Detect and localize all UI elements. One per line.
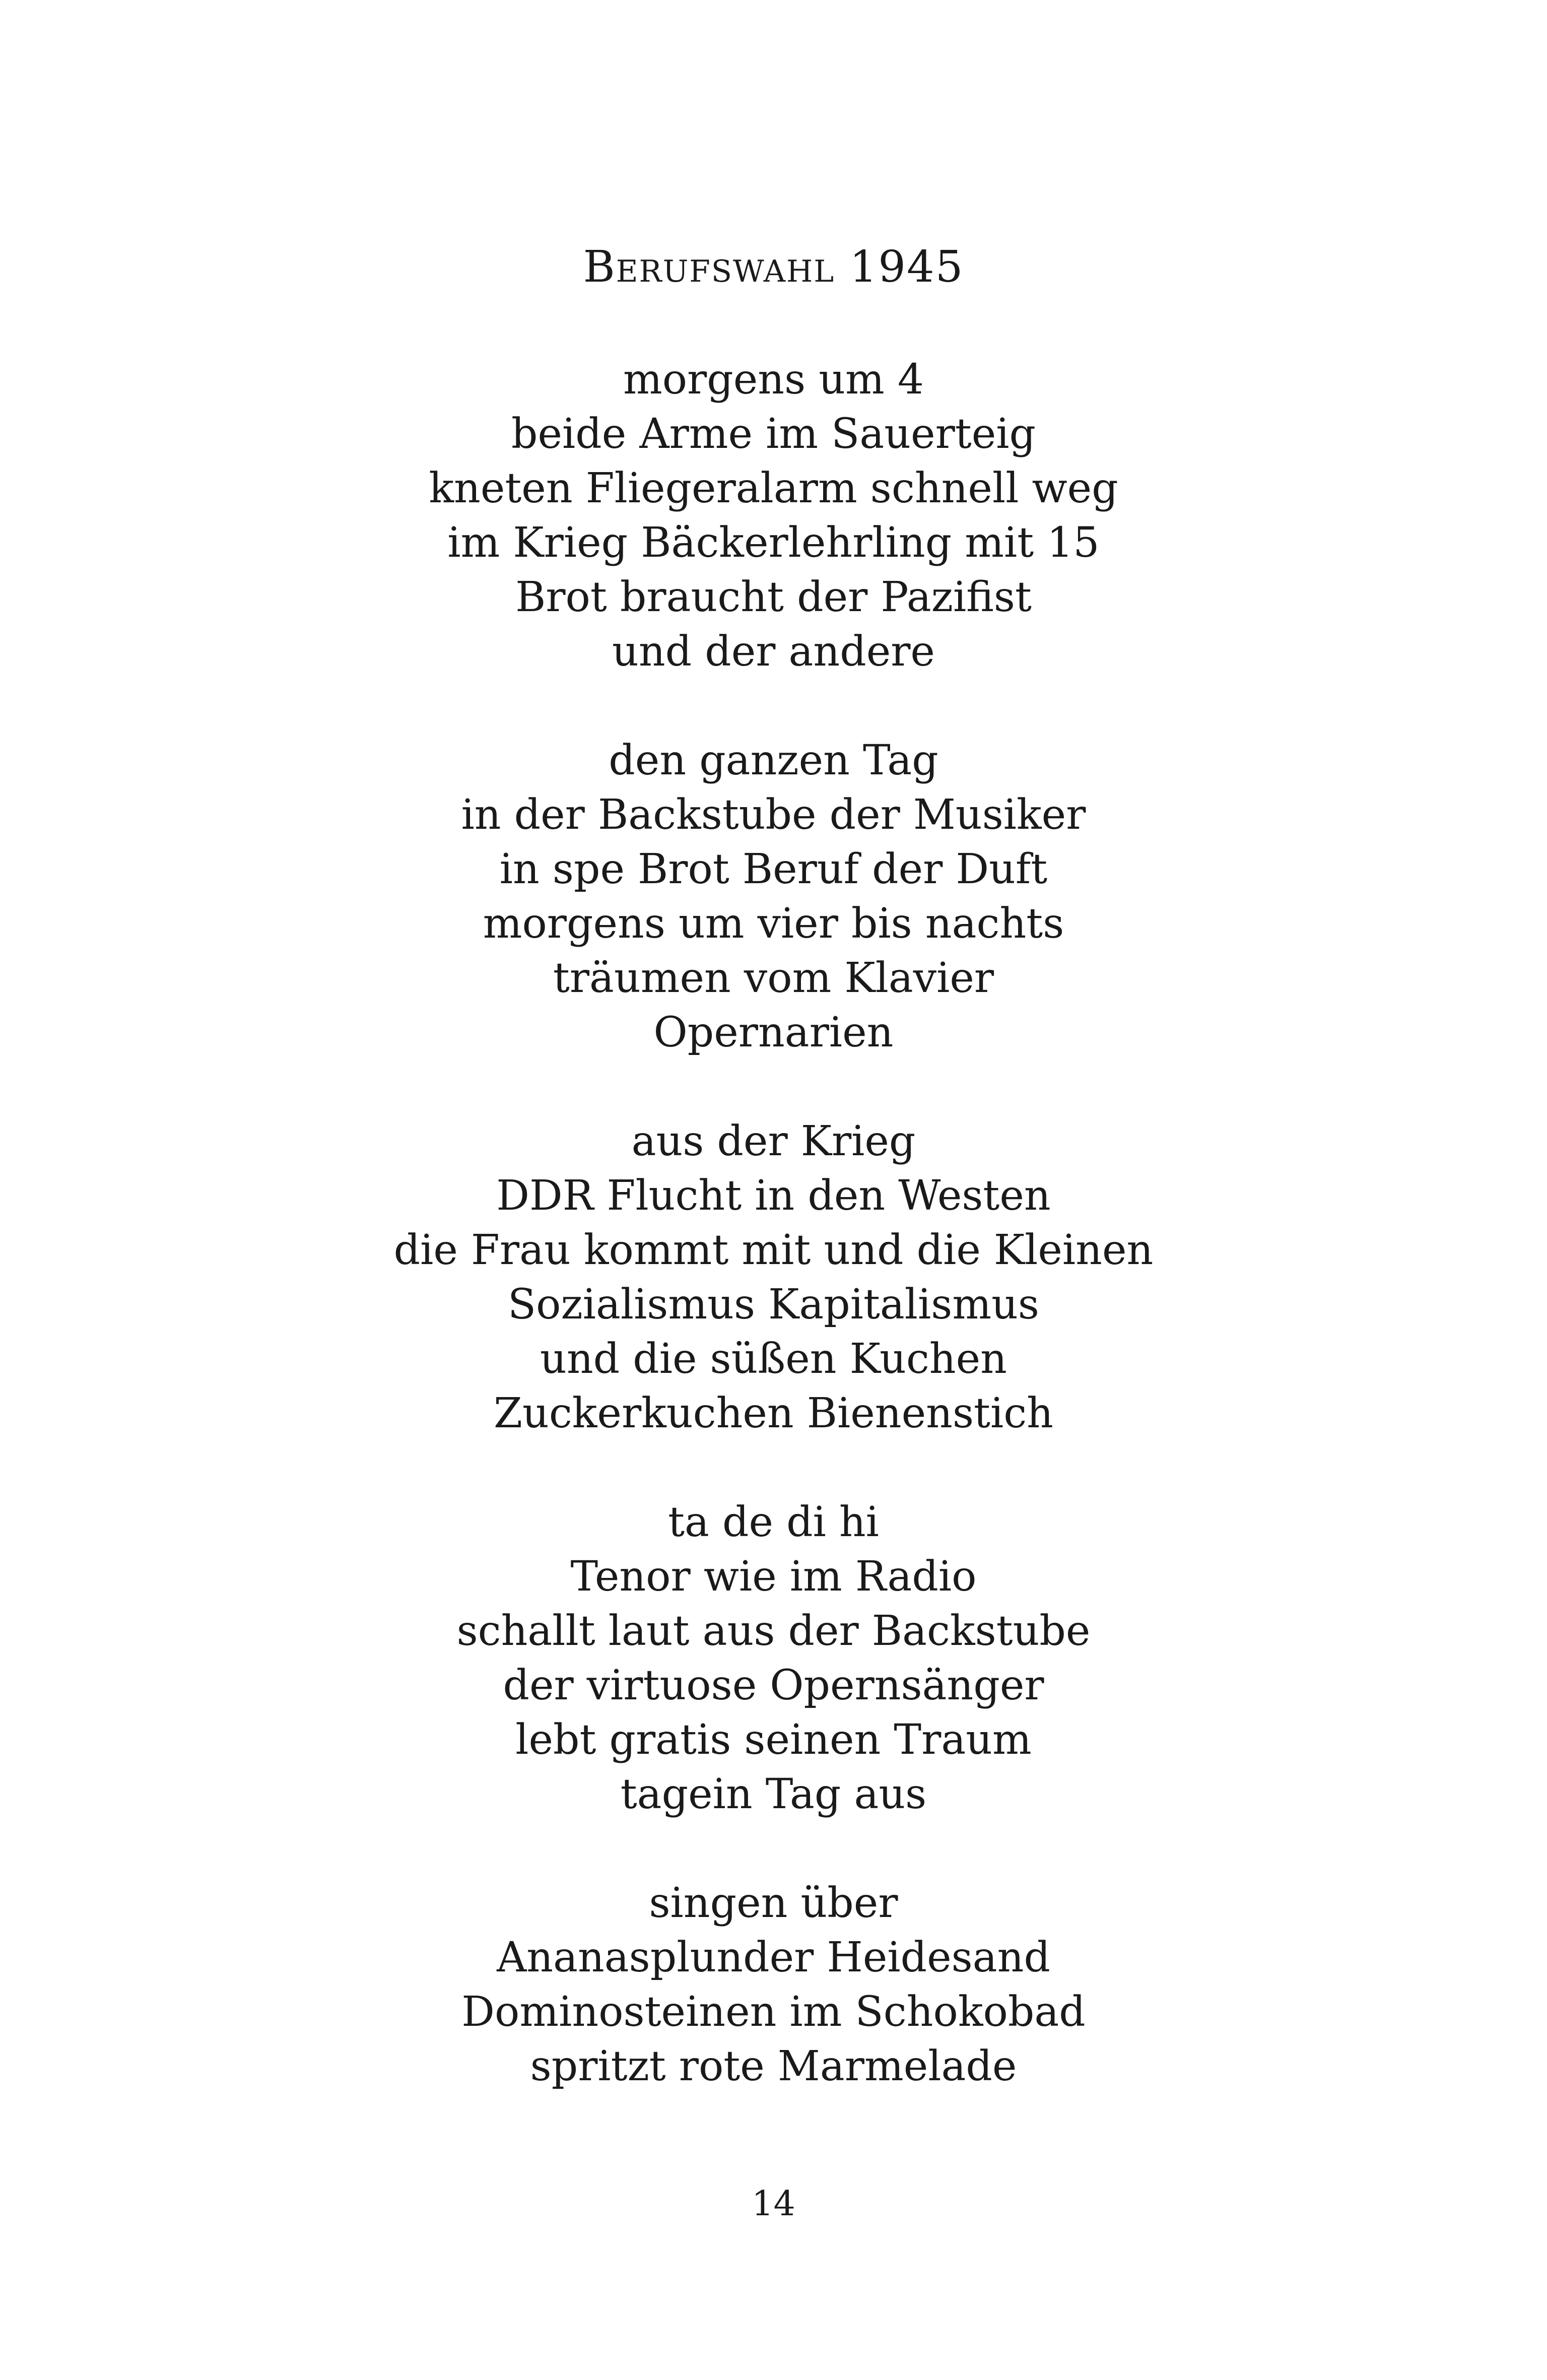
poem-line: die Frau kommt mit und die Kleinen [393,1226,1154,1274]
poem-line: Opernarien [653,1009,894,1056]
poem-line: morgens um 4 [623,356,924,404]
poem-line: den ganzen Tag [609,737,938,784]
poem-line: schallt laut aus der Backstube [456,1607,1091,1655]
poem-line: in der Backstube der Musiker [461,791,1086,839]
poem-line: beide Arme im Sauerteig [511,410,1036,458]
poem-line: träumen vom Klavier [553,954,994,1002]
poem-line: Brot braucht der Pazifist [515,573,1032,621]
stanza-5 [0,1876,1547,2094]
poem-body [0,353,1547,2148]
poem-line: Dominosteinen im Schokobad [461,1988,1086,2036]
poem-line: Sozialismus Kapitalismus [508,1281,1039,1329]
poem-line: ta de di hi [668,1498,879,1546]
poem-line: Zuckerkuchen Bienenstich [494,1390,1053,1437]
poem-title: Berufswahl 1945 [583,242,964,292]
poem-line: und der andere [612,628,935,676]
stanza-4 [0,1495,1547,1822]
stanza-2 [0,734,1547,1060]
poem-line: aus der Krieg [631,1117,916,1165]
page-number: 14 [752,2184,795,2224]
poem-line: DDR Flucht in den Westen [496,1172,1051,1220]
poem-line: lebt gratis seinen Traum [515,1716,1032,1764]
poem-line: spritzt rote Marmelade [530,2042,1017,2090]
poem-line: kneten Fliegeralarm schnell weg [429,465,1118,512]
poem-line: und die süßen Kuchen [540,1335,1007,1383]
poem-line: im Krieg Bäckerlehrling mit 15 [447,519,1100,567]
poem-line: der virtuose Opernsänger [503,1662,1044,1709]
poem-line: tagein Tag aus [620,1770,927,1818]
poem-line: in spe Brot Beruf der Duft [499,845,1048,893]
stanza-3 [0,1114,1547,1441]
poem-line: singen über [649,1879,898,1927]
poem-line: Tenor wie im Radio [570,1553,977,1601]
stanza-1 [0,353,1547,679]
poem-line: morgens um vier bis nachts [483,900,1064,948]
poem-line: Ananasplunder Heidesand [497,1934,1050,1981]
